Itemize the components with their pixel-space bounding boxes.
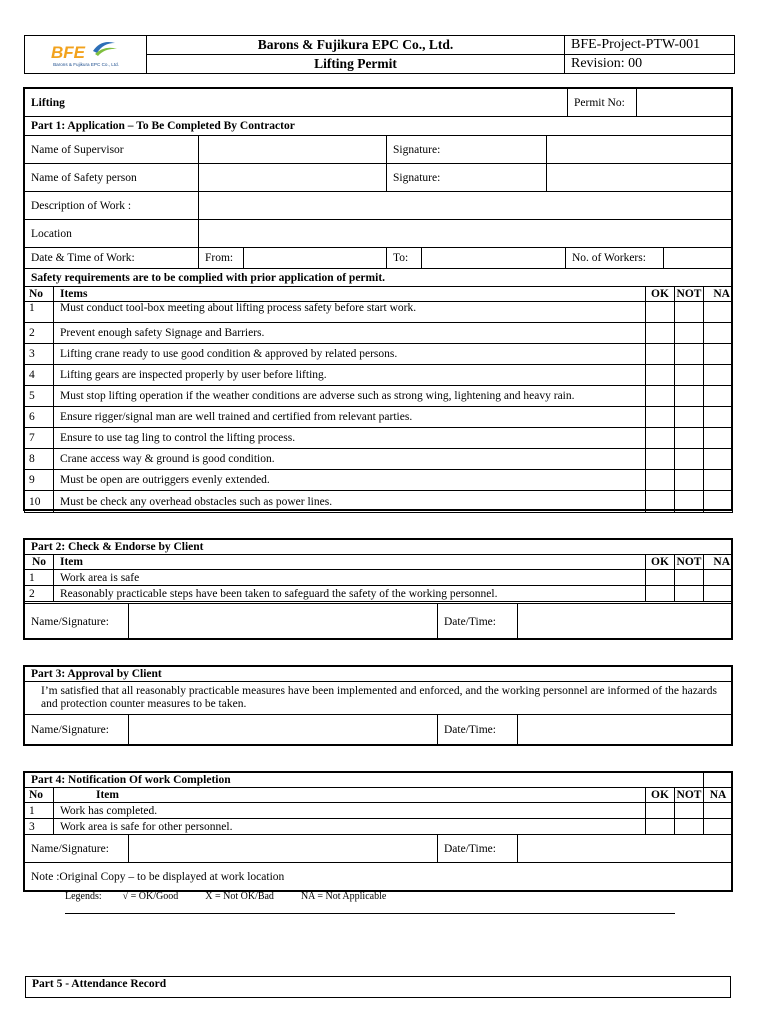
item-text: Work area is safe (54, 570, 646, 586)
not-checkbox[interactable] (675, 386, 704, 407)
item-no: 1 (25, 570, 54, 586)
col-not: NOT (675, 788, 704, 803)
checklist-row (25, 570, 733, 586)
item-no: 1 (25, 302, 54, 323)
na-checkbox[interactable] (704, 819, 733, 835)
ok-checkbox[interactable] (646, 428, 675, 449)
item-no: 2 (25, 586, 54, 602)
item-text: Ensure to use tag ling to control the lifting process. (54, 428, 646, 449)
ok-checkbox[interactable] (646, 302, 675, 323)
workers-label: No. of Workers: (566, 248, 664, 269)
item-text: Reasonably practicable steps have been taken to safeguard the safety of the working personnel. (54, 586, 646, 602)
checklist-row (25, 449, 733, 470)
checklist-row (25, 491, 733, 513)
legend-na: NA = Not Applicable (300, 891, 387, 902)
col-item: Item (54, 555, 646, 570)
approval-statement: I’m satisfied that all reasonably practicable measures have been implemented and enforced, and the working personnel are informed of the hazards and protection counter measures to be taken. (25, 682, 733, 715)
location-field[interactable] (199, 220, 733, 248)
name-signature-field[interactable] (129, 835, 438, 863)
col-no: No (25, 788, 54, 803)
not-checkbox[interactable] (675, 491, 704, 513)
legend-not-ok: X = Not OK/Bad (205, 891, 274, 902)
item-no: 4 (25, 365, 54, 386)
na-checkbox[interactable] (704, 491, 733, 513)
item-no: 5 (25, 386, 54, 407)
item-no: 3 (25, 819, 54, 835)
datetime-field[interactable] (518, 604, 733, 640)
item-text: Prevent enough safety Signage and Barriers. (54, 323, 646, 344)
part1-checklist (24, 286, 733, 513)
datetime-label: Date & Time of Work: (25, 248, 199, 269)
col-items: Items (54, 287, 646, 302)
na-checkbox[interactable] (704, 386, 733, 407)
checklist-row (25, 586, 733, 602)
part4-table (24, 772, 733, 835)
col-no: No (25, 287, 54, 302)
not-checkbox[interactable] (675, 470, 704, 491)
ok-checkbox[interactable] (646, 819, 675, 835)
name-signature-label: Name/Signature: (25, 715, 129, 745)
document-code: BFE-Project-PTW-001 (565, 36, 735, 55)
not-checkbox[interactable] (675, 803, 704, 819)
item-no: 9 (25, 470, 54, 491)
item-no: 7 (25, 428, 54, 449)
permit-no-field[interactable] (637, 89, 733, 117)
na-checkbox[interactable] (704, 803, 733, 819)
col-ok: OK (646, 788, 675, 803)
checklist-row (25, 344, 733, 365)
safety-signature-field[interactable] (547, 164, 733, 192)
checklist-row (25, 819, 733, 835)
na-checkbox[interactable] (704, 570, 733, 586)
to-label: To: (387, 248, 422, 269)
name-signature-label: Name/Signature: (25, 604, 129, 640)
not-checkbox[interactable] (675, 407, 704, 428)
not-checkbox[interactable] (675, 449, 704, 470)
company-logo (25, 36, 147, 74)
from-field[interactable] (244, 248, 387, 269)
svg-text:Barons & Fujikura EPC Co., Ltd: Barons & Fujikura EPC Co., Ltd. (52, 62, 119, 67)
part2-title: Part 2: Check & Endorse by Client (25, 540, 733, 555)
safety-person-label: Name of Safety person (25, 164, 199, 192)
description-label: Description of Work : (25, 192, 199, 220)
not-checkbox[interactable] (675, 365, 704, 386)
ok-checkbox[interactable] (646, 570, 675, 586)
document-title: Lifting Permit (147, 55, 565, 74)
part4-title: Part 4: Notification Of work Completion (25, 773, 704, 788)
datetime-label: Date/Time: (438, 715, 518, 745)
ok-checkbox[interactable] (646, 323, 675, 344)
datetime-label: Date/Time: (438, 604, 518, 640)
ok-checkbox[interactable] (646, 491, 675, 513)
item-text: Lifting crane ready to use good condition & approved by related persons. (54, 344, 646, 365)
to-field[interactable] (422, 248, 566, 269)
not-checkbox[interactable] (675, 819, 704, 835)
part4-signature-table (24, 834, 733, 891)
not-checkbox[interactable] (675, 586, 704, 602)
safety-note: Safety requirements are to be complied with prior application of permit. (25, 269, 733, 287)
part5-section (25, 976, 731, 998)
na-checkbox[interactable] (704, 407, 733, 428)
checklist-row (25, 803, 733, 819)
not-checkbox[interactable] (675, 570, 704, 586)
legends (65, 891, 386, 902)
item-no: 6 (25, 407, 54, 428)
supervisor-signature-label: Signature: (387, 136, 547, 164)
location-label: Location (25, 220, 199, 248)
permit-no-label: Permit No: (568, 89, 637, 117)
datetime-label: Date/Time: (438, 835, 518, 863)
part2-table (24, 539, 733, 602)
name-signature-field[interactable] (129, 715, 438, 745)
legends-divider (65, 913, 675, 914)
document-revision: Revision: 00 (565, 55, 735, 74)
datetime-field[interactable] (518, 835, 733, 863)
na-checkbox[interactable] (704, 449, 733, 470)
not-checkbox[interactable] (675, 323, 704, 344)
legends-label: Legends: (65, 891, 102, 902)
item-no: 1 (25, 803, 54, 819)
na-checkbox[interactable] (704, 470, 733, 491)
not-checkbox[interactable] (675, 428, 704, 449)
item-text: Must be open are outriggers evenly extended. (54, 470, 646, 491)
checklist-row (25, 323, 733, 344)
safety-signature-label: Signature: (387, 164, 547, 192)
checklist-row (25, 302, 733, 323)
item-text: Ensure rigger/signal man are well trained and certified from relevant parties. (54, 407, 646, 428)
supervisor-field[interactable] (199, 136, 387, 164)
item-text: Crane access way & ground is good condition. (54, 449, 646, 470)
datetime-row (24, 247, 733, 287)
item-text: Work has completed. (54, 803, 646, 819)
from-label: From: (199, 248, 244, 269)
item-text: Must stop lifting operation if the weather conditions are adverse such as strong wing, lightening and heavy rain. (54, 386, 646, 407)
col-not: NOT (675, 287, 704, 302)
ok-checkbox[interactable] (646, 449, 675, 470)
not-checkbox[interactable] (675, 344, 704, 365)
name-signature-label: Name/Signature: (25, 835, 129, 863)
ok-checkbox[interactable] (646, 407, 675, 428)
checklist-row (25, 407, 733, 428)
document-header (24, 35, 735, 74)
supervisor-signature-field[interactable] (547, 136, 733, 164)
company-name: Barons & Fujikura EPC Co., Ltd. (147, 36, 565, 55)
na-checkbox[interactable] (704, 344, 733, 365)
ok-checkbox[interactable] (646, 470, 675, 491)
name-signature-field[interactable] (129, 604, 438, 640)
col-na: NA (704, 287, 733, 302)
checklist-row (25, 386, 733, 407)
item-no: 8 (25, 449, 54, 470)
ok-checkbox[interactable] (646, 365, 675, 386)
item-text: Work area is safe for other personnel. (54, 819, 646, 835)
description-field[interactable] (199, 192, 733, 220)
supervisor-label: Name of Supervisor (25, 136, 199, 164)
item-text: Lifting gears are inspected properly by user before lifting. (54, 365, 646, 386)
svg-text:BFE: BFE (50, 43, 85, 62)
part1-title: Part 1: Application – To Be Completed By Contractor (25, 117, 733, 136)
item-text: Must be check any overhead obstacles such as power lines. (54, 491, 646, 513)
col-item: Item (54, 788, 646, 803)
datetime-field[interactable] (518, 715, 733, 745)
item-no: 3 (25, 344, 54, 365)
checklist-row (25, 428, 733, 449)
na-checkbox[interactable] (704, 365, 733, 386)
workers-field[interactable] (664, 248, 733, 269)
na-checkbox[interactable] (704, 302, 733, 323)
col-na: NA (704, 555, 733, 570)
na-checkbox[interactable] (704, 586, 733, 602)
legend-ok: √ = OK/Good (122, 891, 179, 902)
part3-title: Part 3: Approval by Client (25, 667, 733, 682)
col-no: No (25, 555, 54, 570)
col-na: NA (704, 788, 733, 803)
na-checkbox[interactable] (704, 428, 733, 449)
na-checkbox[interactable] (704, 323, 733, 344)
lifting-label: Lifting (25, 89, 568, 117)
part3-table (24, 666, 733, 745)
not-checkbox[interactable] (675, 302, 704, 323)
col-ok: OK (646, 287, 675, 302)
col-not: NOT (675, 555, 704, 570)
distribution-note: Note :Original Copy – to be displayed at work location (25, 863, 733, 891)
part5-title: Part 5 - Attendance Record (32, 978, 167, 990)
part2-signature-row (24, 603, 733, 640)
checklist-row (25, 470, 733, 491)
part1-header-table (24, 88, 733, 248)
col-ok: OK (646, 555, 675, 570)
bfe-logo-icon (31, 37, 141, 69)
safety-person-field[interactable] (199, 164, 387, 192)
item-text: Must conduct tool-box meeting about lifting process safety before start work. (54, 302, 646, 323)
item-no: 10 (25, 491, 54, 513)
checklist-row (25, 365, 733, 386)
ok-checkbox[interactable] (646, 344, 675, 365)
ok-checkbox[interactable] (646, 386, 675, 407)
item-no: 2 (25, 323, 54, 344)
ok-checkbox[interactable] (646, 803, 675, 819)
ok-checkbox[interactable] (646, 586, 675, 602)
